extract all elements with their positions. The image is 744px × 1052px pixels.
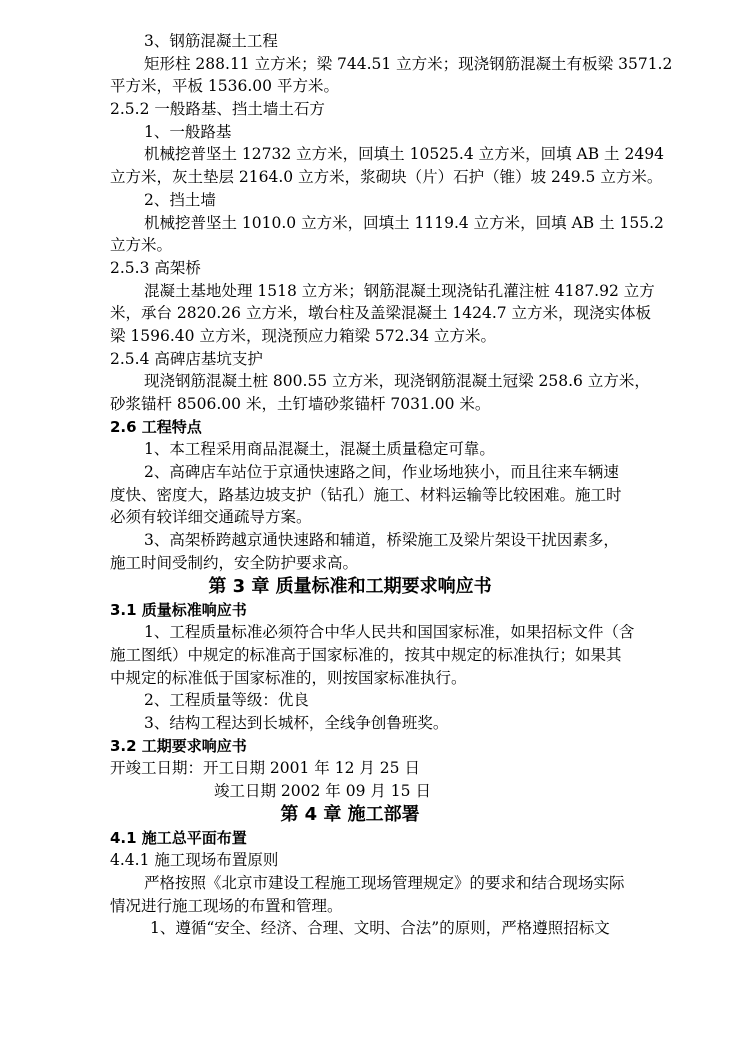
paragraph-line: 施工图纸）中规定的标准高于国家标准的，按其中规定的标准执行；如果其: [110, 645, 622, 664]
paragraph-line: 梁 1596.40 立方米，现浇预应力箱梁 572.34 立方米。: [110, 326, 497, 345]
paragraph-line: 1、工程质量标准必须符合中华人民共和国国家标准，如果招标文件（含: [144, 623, 635, 642]
section-line: 开竣工日期：开工日期 2001 年 12 月 25 日: [110, 759, 420, 778]
subitem-line: 2、挡土墙: [144, 190, 216, 209]
section-heading: 3.1 质量标准响应书: [110, 600, 247, 619]
paragraph-line: 砂浆锚杆 8506.00 米，土钉墙砂浆锚杆 7031.00 米。: [110, 395, 491, 413]
paragraph-line: 2、高碑店车站位于京通快速路之间，作业场地狭小，而且往来车辆速: [144, 463, 619, 482]
section-heading: 4.1 施工总平面布置: [110, 828, 247, 847]
subitem-line: 3、钢筋混凝土工程: [144, 32, 278, 50]
paragraph-line: 1、本工程采用商品混凝土，混凝土质量稳定可靠。: [144, 440, 495, 459]
section-line: 4.4.1 施工现场布置原则: [110, 851, 279, 870]
chapter-heading: 第 3 章 质量标准和工期要求响应书: [208, 575, 492, 597]
paragraph-line: 现浇钢筋混凝土桩 800.55 立方米，现浇钢筋混凝土冠梁 258.6 立方米，: [144, 372, 650, 391]
section-line: 2.5.2 一般路基、挡土墙土石方: [110, 100, 325, 119]
paragraph-line: 立方米。: [110, 236, 173, 255]
paragraph-line: 立方米，灰土垫层 2164.0 立方米，浆砌块（片）石护（锥）坡 249.5 立方米。: [110, 168, 663, 187]
subitem-line: 1、一般路基: [144, 122, 232, 141]
paragraph-line: 3、结构工程达到长城杯，全线争创鲁班奖。: [144, 713, 449, 732]
paragraph-line: 度快、密度大，路基边坡支护（钻孔）施工、材料运输等比较困难。施工时: [110, 485, 622, 504]
paragraph-line: 必须有较详细交通疏导方案。: [110, 508, 312, 527]
chapter-heading: 第 4 章 施工部署: [280, 803, 420, 825]
paragraph-line: 矩形柱 288.11 立方米；梁 744.51 立方米；现浇钢筋混凝土有板梁 3571.2: [144, 54, 673, 73]
date-line: 竣工日期 2002 年 09 月 15 日: [214, 782, 431, 800]
section-heading: 2.6 工程特点: [110, 417, 202, 436]
paragraph-line: 机械挖普坚土 12732 立方米，回填土 10525.4 立方米，回填 AB 土 2494: [144, 145, 664, 164]
paragraph-line: 米，承台 2820.26 立方米，墩台柱及盖梁混凝土 1424.7 立方米，现浇实体板: [110, 304, 652, 323]
section-line: 2.5.4 高碑店基坑支护: [110, 349, 263, 368]
paragraph-line: 情况进行施工现场的布置和管理。: [110, 896, 343, 915]
paragraph-line: 机械挖普坚土 1010.0 立方米，回填土 1119.4 立方米，回填 AB 土 155.2: [144, 213, 664, 232]
paragraph-line: 施工时间受制约，安全防护要求高。: [110, 553, 359, 572]
paragraph-line: 混凝土基地处理 1518 立方米；钢筋混凝土现浇钻孔灌注桩 4187.92 立方: [144, 281, 655, 300]
paragraph-line: 2、工程质量等级：优良: [144, 691, 309, 710]
paragraph-line: 平方米，平板 1536.00 平方米。: [110, 77, 339, 96]
paragraph-line: 3、高架桥跨越京通快速路和辅道，桥梁施工及梁片架设干扰因素多，: [144, 531, 619, 550]
paragraph-line: 严格按照《北京市建设工程施工现场管理规定》的要求和结合现场实际: [144, 874, 625, 893]
section-line: 2.5.3 高架桥: [110, 258, 201, 277]
paragraph-line: 中规定的标准低于国家标准的，则按国家标准执行。: [110, 668, 467, 687]
section-heading: 3.2 工期要求响应书: [110, 736, 247, 755]
list-item-line: 1、遵循“安全、经济、合理、文明、合法”的原则，严格遵照招标文: [150, 919, 610, 938]
